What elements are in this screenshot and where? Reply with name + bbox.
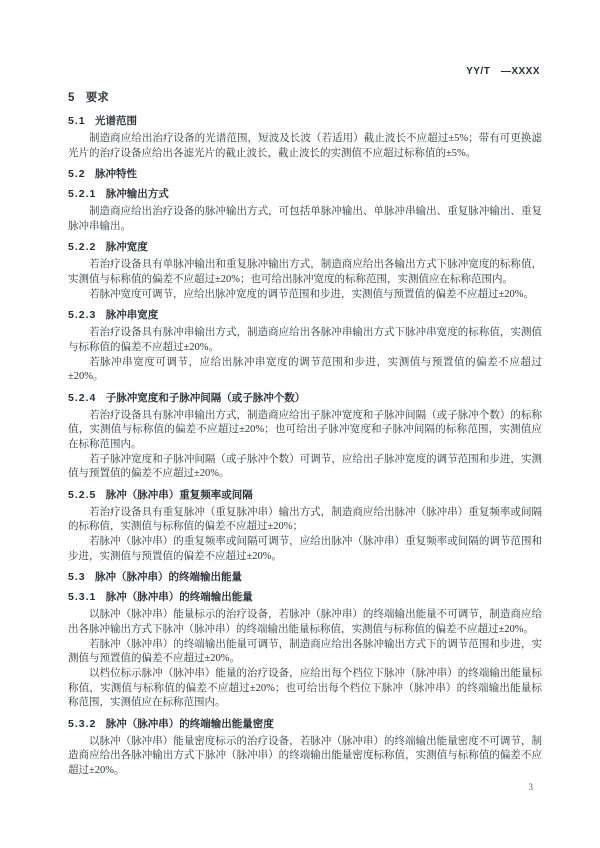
paragraph: 若脉冲（脉冲串）的终端输出能量可调节，制造商应给出各脉冲输出方式下的调节范围和步进，实测值与预置值的偏差不应超过±20%。 [68, 638, 542, 664]
paragraph: 若治疗设备具有脉冲串输出方式，制造商应给出各脉冲串输出方式下脉冲串宽度的标称值，实测值与标称值的偏差不应超过±20%。 [68, 327, 542, 353]
section-number: 5.2.2 [68, 241, 97, 253]
paragraph: 若脉冲宽度可调节，应给出脉冲宽度的调节范围和步进，实测值与预置值的偏差不应超过±20%。 [89, 288, 535, 300]
paragraph: 若脉冲串宽度可调节，应给出脉冲串宽度的调节范围和步进，实测值与预置值的偏差不应超过±20%。 [68, 356, 542, 382]
section-title: 脉冲串宽度 [105, 309, 159, 321]
section-heading [68, 166, 542, 181]
paragraph: 以脉冲（脉冲串）能量标示的治疗设备，若脉冲（脉冲串）的终端输出能量不可调节，制造商应给出各脉冲输出方式下脉冲（脉冲串）的终端输出能量标称值，实测值与标称值的偏差不应超过±20%。 [68, 609, 542, 635]
section-number: 5.2.4 [68, 391, 97, 404]
section-number: 5.3 [68, 571, 86, 583]
paragraph: 若子脉冲宽度和子脉冲间隔（或子脉冲个数）可调节，应给出子脉冲宽度的调节范围和步进，实测值与预置值的偏差不应超过±20%。 [68, 453, 542, 479]
section-title: 要求 [85, 92, 109, 104]
section-number: 5.2.5 [68, 488, 97, 501]
section-5-3 [68, 569, 542, 584]
section-5 [68, 89, 542, 105]
section-5-3-1 [68, 589, 542, 711]
section-title: 脉冲输出方式 [105, 188, 169, 200]
page-number: 3 [528, 782, 533, 792]
paragraph: 若治疗设备具有重复脉冲（重复脉冲串）输出方式，制造商应给出脉冲（脉冲串）重复频率或间隔的标称值，实测值与标称值的偏差不应超过±20%； [68, 506, 542, 532]
section-heading [68, 89, 542, 105]
section-heading [68, 113, 542, 128]
section-heading [68, 589, 542, 604]
section-heading [68, 186, 542, 201]
section-heading [68, 239, 542, 254]
standard-code: YY/T —XXXX [466, 66, 540, 77]
paragraph: 制造商应给出治疗设备的光谱范围，短波及长波（若适用）截止波长不应超过±5%；带有可更换滤光片的治疗设备应给出各滤光片的截止波长，截止波长的实测值不应超过标称值的±5%。 [68, 133, 542, 159]
section-5-2-5 [68, 487, 542, 565]
section-heading [68, 716, 542, 731]
section-title: 光谱范围 [95, 115, 138, 127]
section-title: 子脉冲宽度和子脉冲间隔（或子脉冲个数） [105, 391, 306, 404]
section-5-2-3 [68, 307, 542, 385]
section-number: 5.2 [68, 168, 86, 180]
section-title: 脉冲特性 [95, 168, 138, 180]
section-title: 脉冲（脉冲串）的终端输出能量密度 [105, 717, 274, 730]
section-title: 脉冲宽度 [105, 241, 148, 253]
section-5-2-1 [68, 186, 542, 234]
section-title: 脉冲（脉冲串）重复频率或间隔 [105, 488, 253, 501]
paragraph: 以档位标示脉冲（脉冲串）能量的治疗设备，应给出每个档位下脉冲（脉冲串）的终端输出能量标称值，实测值与标称值的偏差不应超过±20%；也可给出每个档位下脉冲（脉冲串）的终端输出能量标称范围，实测值应在标称范围内。 [68, 668, 542, 708]
paragraph: 以脉冲（脉冲串）能量密度标示的治疗设备，若脉冲（脉冲串）的终端输出能量密度不可调节，制造商应给出各脉冲输出方式下脉冲（脉冲串）的终端输出能量密度标称值，实测值与标称值的偏差不应超过±20%。 [68, 735, 542, 776]
section-number: 5.1 [68, 115, 86, 127]
section-5-2 [68, 166, 542, 181]
section-number: 5.3.1 [68, 591, 97, 603]
section-heading [68, 487, 542, 502]
section-heading [68, 390, 542, 405]
paragraph: 若治疗设备具有脉冲串输出方式，制造商应给出子脉冲宽度和子脉冲间隔（或子脉冲个数）的标称值，实测值与标称值的偏差不应超过±20%；也可给出子脉冲宽度和子脉冲间隔的标称范围，实测值应在标称范围内。 [68, 409, 542, 450]
section-title: 脉冲（脉冲串）的终端输出能量 [95, 571, 243, 583]
section-number: 5.2.3 [68, 309, 97, 321]
section-5-3-2 [68, 716, 542, 779]
section-heading [68, 307, 542, 322]
section-5-1 [68, 113, 542, 161]
section-number: 5 [68, 92, 76, 104]
section-5-2-4 [68, 390, 542, 482]
section-5-2-2 [68, 239, 542, 302]
paragraph: 制造商应给出治疗设备的脉冲输出方式，可包括单脉冲输出、单脉冲串输出、重复脉冲输出、重复脉冲串输出。 [68, 206, 542, 232]
paragraph: 若脉冲（脉冲串）的重复频率或间隔可调节，应给出脉冲（脉冲串）重复频率或间隔的调节范围和步进，实测值与预置值的偏差不应超过±20%。 [68, 536, 542, 562]
section-title: 脉冲（脉冲串）的终端输出能量 [105, 591, 253, 603]
section-heading [68, 569, 542, 584]
section-number: 5.2.1 [68, 188, 97, 200]
section-number: 5.3.2 [68, 717, 97, 730]
paragraph: 若治疗设备具有单脉冲输出和重复脉冲输出方式，制造商应给出各输出方式下脉冲宽度的标称值，实测值与标称值的偏差不应超过±20%；也可给出脉冲宽度的标称范围，实测值应在标称范围内。 [68, 259, 542, 285]
